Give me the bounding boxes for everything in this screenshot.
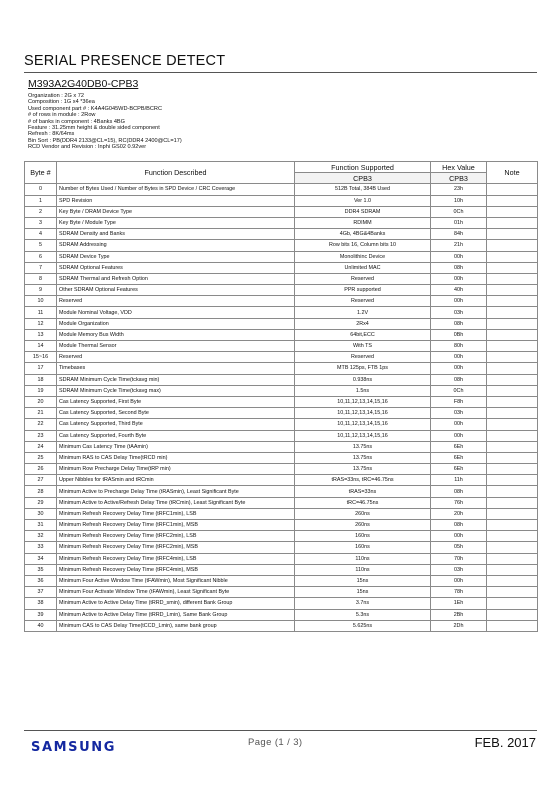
byte-cell: 1 xyxy=(25,195,57,206)
note-cell xyxy=(487,486,538,497)
description-cell: Minimum Refresh Recovery Delay Time (tRFC1min), LSB xyxy=(57,508,295,519)
description-cell: Cas Latency Supported, Second Byte xyxy=(57,408,295,419)
hex-cell: 08h xyxy=(431,262,487,273)
supported-cell: 64bit,ECC xyxy=(295,329,431,340)
byte-cell: 5 xyxy=(25,240,57,251)
note-cell xyxy=(487,229,538,240)
note-cell xyxy=(487,430,538,441)
byte-cell: 11 xyxy=(25,307,57,318)
description-cell: Cas Latency Supported, First Byte xyxy=(57,396,295,407)
description-cell: SDRAM Minimum Cycle Time(tckavg max) xyxy=(57,385,295,396)
byte-cell: 13 xyxy=(25,329,57,340)
hex-cell: 00h xyxy=(431,430,487,441)
info-line: Organization : 2G x 72 xyxy=(28,93,84,99)
byte-cell: 12 xyxy=(25,318,57,329)
hex-cell: 0Bh xyxy=(431,329,487,340)
byte-cell: 37 xyxy=(25,587,57,598)
hex-cell: 03h xyxy=(431,307,487,318)
hex-cell: 00h xyxy=(431,531,487,542)
table-row xyxy=(25,508,538,519)
hex-cell: 80h xyxy=(431,341,487,352)
table-row xyxy=(25,620,538,631)
hex-cell: 6Eh xyxy=(431,452,487,463)
note-cell xyxy=(487,497,538,508)
description-cell: Minimum Refresh Recovery Delay Time (tRFC1min), MSB xyxy=(57,520,295,531)
subheader-supported-cpb3: CPB3 xyxy=(295,173,431,184)
description-cell: Timebases xyxy=(57,363,295,374)
byte-cell: 39 xyxy=(25,609,57,620)
byte-cell: 31 xyxy=(25,520,57,531)
note-cell xyxy=(487,195,538,206)
table-row xyxy=(25,475,538,486)
table-row xyxy=(25,520,538,531)
byte-cell: 22 xyxy=(25,419,57,430)
byte-cell: 19 xyxy=(25,385,57,396)
table-row xyxy=(25,318,538,329)
note-cell xyxy=(487,475,538,486)
supported-cell: 13.75ns xyxy=(295,441,431,452)
table-row xyxy=(25,430,538,441)
description-cell: Minimum Active to Precharge Delay Time (tRASmin), Least Significant Byte xyxy=(57,486,295,497)
supported-cell: MTB 125ps, FTB 1ps xyxy=(295,363,431,374)
hex-cell: 6Eh xyxy=(431,464,487,475)
hex-cell: 00h xyxy=(431,251,487,262)
table-row xyxy=(25,564,538,575)
byte-cell: 23 xyxy=(25,430,57,441)
header-byte: Byte # xyxy=(25,162,57,184)
hex-cell: 00h xyxy=(431,575,487,586)
description-cell: SDRAM Device Type xyxy=(57,251,295,262)
info-line: Used component part # : K4A4G045WD-BCPB/BCRC xyxy=(28,105,162,112)
info-line: # of banks in component : 4Banks 4BG xyxy=(28,118,126,125)
note-cell xyxy=(487,564,538,575)
description-cell: Minimum Refresh Recovery Delay Time (tRFC2min), LSB xyxy=(57,531,295,542)
header-function-described: Function Described xyxy=(57,162,295,184)
hex-cell: 03h xyxy=(431,408,487,419)
hex-cell: 11h xyxy=(431,475,487,486)
byte-cell: 27 xyxy=(25,475,57,486)
part-number: M393A2G40DB0-CPB3 xyxy=(28,78,139,90)
supported-cell: 1.5ns xyxy=(295,385,431,396)
module-info-list xyxy=(28,93,182,151)
table-row xyxy=(25,341,538,352)
supported-cell: 3.7ns xyxy=(295,598,431,609)
supported-cell: Monolithinc Device xyxy=(295,251,431,262)
note-cell xyxy=(487,553,538,564)
note-cell xyxy=(487,374,538,385)
description-cell: Module Nominal Voltage, VDD xyxy=(57,307,295,318)
hex-cell: 00h xyxy=(431,273,487,284)
byte-cell: 40 xyxy=(25,620,57,631)
hex-cell: 08h xyxy=(431,520,487,531)
hex-cell: 2Dh xyxy=(431,620,487,631)
byte-cell: 32 xyxy=(25,531,57,542)
table-row xyxy=(25,609,538,620)
description-cell: Minimum Four Activate Window Time (tFAWmin), Least Significant Byte xyxy=(57,587,295,598)
supported-cell: tRC=46.75ns xyxy=(295,497,431,508)
supported-cell: tRAS=33ns xyxy=(295,486,431,497)
byte-cell: 17 xyxy=(25,363,57,374)
table-row xyxy=(25,206,538,217)
byte-cell: 34 xyxy=(25,553,57,564)
note-cell xyxy=(487,609,538,620)
table-row xyxy=(25,262,538,273)
samsung-logo: SAMSUNG xyxy=(31,740,117,755)
supported-cell: Ver 1.0 xyxy=(295,195,431,206)
note-cell xyxy=(487,464,538,475)
hex-cell: 76h xyxy=(431,497,487,508)
supported-cell: Reserved xyxy=(295,296,431,307)
description-cell: Minimum CAS to CAS Delay Time(tCCD_Lmin), same bank group xyxy=(57,620,295,631)
spd-table xyxy=(24,161,538,632)
description-cell: Minimum Refresh Recovery Delay Time (tRFC4min), MSB xyxy=(57,564,295,575)
description-cell: SDRAM Minimum Cycle Time(tckavg min) xyxy=(57,374,295,385)
hex-cell: 00h xyxy=(431,419,487,430)
note-cell xyxy=(487,184,538,195)
info-line: Composition : 1G x4 *36ea xyxy=(28,99,95,106)
note-cell xyxy=(487,441,538,452)
byte-cell: 0 xyxy=(25,184,57,195)
supported-cell: 10,11,12,13,14,15,16 xyxy=(295,419,431,430)
table-row xyxy=(25,598,538,609)
hex-cell: F8h xyxy=(431,396,487,407)
supported-cell: 13.75ns xyxy=(295,464,431,475)
supported-cell: 512B Total, 384B Used xyxy=(295,184,431,195)
byte-cell: 20 xyxy=(25,396,57,407)
supported-cell: 2Rx4 xyxy=(295,318,431,329)
byte-cell: 3 xyxy=(25,217,57,228)
supported-cell: 15ns xyxy=(295,587,431,598)
byte-cell: 26 xyxy=(25,464,57,475)
byte-cell: 36 xyxy=(25,575,57,586)
table-row xyxy=(25,441,538,452)
description-cell: Other SDRAM Optional Features xyxy=(57,285,295,296)
description-cell: Minimum Active to Active/Refresh Delay Time (tRCmin), Least Significant Byte xyxy=(57,497,295,508)
hex-cell: 78h xyxy=(431,587,487,598)
description-cell: Module Organization xyxy=(57,318,295,329)
description-cell: Minimum Row Precharge Delay Time(tRP min) xyxy=(57,464,295,475)
info-line: Refresh : 8K/64ms xyxy=(28,131,75,138)
note-cell xyxy=(487,520,538,531)
description-cell: Reserved xyxy=(57,352,295,363)
page-title: SERIAL PRESENCE DETECT xyxy=(24,53,226,69)
supported-cell: tRAS=33ns, tRC=46.75ns xyxy=(295,475,431,486)
supported-cell: With TS xyxy=(295,341,431,352)
note-cell xyxy=(487,598,538,609)
supported-cell: 15ns xyxy=(295,575,431,586)
description-cell: Key Byte / DRAM Device Type xyxy=(57,206,295,217)
supported-cell: 5.3ns xyxy=(295,609,431,620)
hex-cell: 08h xyxy=(431,318,487,329)
table-row xyxy=(25,419,538,430)
supported-cell: 4Gb, 4BG&4Banks xyxy=(295,229,431,240)
supported-cell: 10,11,12,13,14,15,16 xyxy=(295,408,431,419)
hex-cell: 01h xyxy=(431,217,487,228)
supported-cell: Reserved xyxy=(295,273,431,284)
note-cell xyxy=(487,307,538,318)
note-cell xyxy=(487,575,538,586)
byte-cell: 7 xyxy=(25,262,57,273)
description-cell: Minimum Active to Active Delay Time (tRRD_smin), different Bank Group xyxy=(57,598,295,609)
note-cell xyxy=(487,452,538,463)
description-cell: Minimum RAS to CAS Delay Time(tRCD min) xyxy=(57,452,295,463)
page-number: Page (1 / 3) xyxy=(248,737,303,748)
note-cell xyxy=(487,385,538,396)
byte-cell: 28 xyxy=(25,486,57,497)
footer-divider xyxy=(24,730,537,731)
note-cell xyxy=(487,296,538,307)
supported-cell: 110ns xyxy=(295,553,431,564)
table-row xyxy=(25,285,538,296)
table-row xyxy=(25,329,538,340)
table-row xyxy=(25,195,538,206)
byte-cell: 29 xyxy=(25,497,57,508)
note-cell xyxy=(487,273,538,284)
title-divider xyxy=(24,72,537,73)
supported-cell: PPR supported xyxy=(295,285,431,296)
table-row xyxy=(25,229,538,240)
table-row xyxy=(25,587,538,598)
supported-cell: 1.2V xyxy=(295,307,431,318)
note-cell xyxy=(487,318,538,329)
byte-cell: 6 xyxy=(25,251,57,262)
note-cell xyxy=(487,419,538,430)
description-cell: Module Memory Bus Width xyxy=(57,329,295,340)
description-cell: SDRAM Addressing xyxy=(57,240,295,251)
byte-cell: 14 xyxy=(25,341,57,352)
hex-cell: 00h xyxy=(431,352,487,363)
description-cell: Number of Bytes Used / Number of Bytes in SPD Device / CRC Coverage xyxy=(57,184,295,195)
note-cell xyxy=(487,262,538,273)
hex-cell: 00h xyxy=(431,363,487,374)
supported-cell: Reserved xyxy=(295,352,431,363)
note-cell xyxy=(487,240,538,251)
note-cell xyxy=(487,408,538,419)
table-row xyxy=(25,408,538,419)
table-row xyxy=(25,497,538,508)
hex-cell: 00h xyxy=(431,296,487,307)
note-cell xyxy=(487,620,538,631)
hex-cell: 23h xyxy=(431,184,487,195)
note-cell xyxy=(487,542,538,553)
description-cell: Key Byte / Module Type xyxy=(57,217,295,228)
table-row xyxy=(25,486,538,497)
hex-cell: 21h xyxy=(431,240,487,251)
hex-cell: 20h xyxy=(431,508,487,519)
description-cell: Upper Nibbles for tRASmin and tRCmin xyxy=(57,475,295,486)
description-cell: Minimum Four Active Window Time (tFAWmin), Most Significant Nibble xyxy=(57,575,295,586)
hex-cell: 1Eh xyxy=(431,598,487,609)
supported-cell: 260ns xyxy=(295,520,431,531)
header-note: Note xyxy=(487,162,538,184)
supported-cell: 160ns xyxy=(295,531,431,542)
table-row xyxy=(25,251,538,262)
note-cell xyxy=(487,217,538,228)
table-row xyxy=(25,553,538,564)
table-row xyxy=(25,307,538,318)
byte-cell: 24 xyxy=(25,441,57,452)
description-cell: Minimum Cas Latency Time (tAAmin) xyxy=(57,441,295,452)
note-cell xyxy=(487,285,538,296)
byte-cell: 18 xyxy=(25,374,57,385)
hex-cell: 0Ch xyxy=(431,385,487,396)
hex-cell: 6Eh xyxy=(431,441,487,452)
byte-cell: 2 xyxy=(25,206,57,217)
hex-cell: 70h xyxy=(431,553,487,564)
table-row xyxy=(25,396,538,407)
hex-cell: 0Ch xyxy=(431,206,487,217)
info-line: Bin Sort : PB(DDR4 2133@CL=15), RC(DDR4 2400@CL=17) xyxy=(28,137,182,144)
byte-cell: 33 xyxy=(25,542,57,553)
table-row xyxy=(25,363,538,374)
byte-cell: 35 xyxy=(25,564,57,575)
table-row xyxy=(25,184,538,195)
note-cell xyxy=(487,206,538,217)
description-cell: Reserved xyxy=(57,296,295,307)
description-cell: Cas Latency Supported, Third Byte xyxy=(57,419,295,430)
byte-cell: 15~16 xyxy=(25,352,57,363)
header-function-supported: Function Supported xyxy=(295,162,431,173)
info-line: # of rows in module : 2Row xyxy=(28,112,96,119)
supported-cell: 0.938ns xyxy=(295,374,431,385)
table-row xyxy=(25,575,538,586)
table-row xyxy=(25,385,538,396)
spd-table-body xyxy=(25,184,538,632)
description-cell: Cas Latency Supported, Fourth Byte xyxy=(57,430,295,441)
table-row xyxy=(25,374,538,385)
note-cell xyxy=(487,508,538,519)
description-cell: Minimum Refresh Recovery Delay Time (tRFC2min), MSB xyxy=(57,542,295,553)
note-cell xyxy=(487,396,538,407)
supported-cell: RDIMM xyxy=(295,217,431,228)
supported-cell: 260ns xyxy=(295,508,431,519)
supported-cell: 10,11,12,13,14,15,16 xyxy=(295,430,431,441)
byte-cell: 10 xyxy=(25,296,57,307)
table-row xyxy=(25,542,538,553)
hex-cell: 08h xyxy=(431,486,487,497)
table-row xyxy=(25,452,538,463)
table-row xyxy=(25,240,538,251)
table-row xyxy=(25,296,538,307)
description-cell: Module Thermal Sensor xyxy=(57,341,295,352)
hex-cell: 2Bh xyxy=(431,609,487,620)
note-cell xyxy=(487,251,538,262)
byte-cell: 38 xyxy=(25,598,57,609)
supported-cell: 13.75ns xyxy=(295,452,431,463)
table-row xyxy=(25,531,538,542)
supported-cell: 110ns xyxy=(295,564,431,575)
byte-cell: 25 xyxy=(25,452,57,463)
table-row xyxy=(25,352,538,363)
hex-cell: 40h xyxy=(431,285,487,296)
document-date: FEB. 2017 xyxy=(474,735,536,750)
note-cell xyxy=(487,531,538,542)
note-cell xyxy=(487,352,538,363)
byte-cell: 4 xyxy=(25,229,57,240)
subheader-hex-cpb3: CPB3 xyxy=(431,173,487,184)
table-row xyxy=(25,217,538,228)
hex-cell: 84h xyxy=(431,229,487,240)
supported-cell: DDR4 SDRAM xyxy=(295,206,431,217)
description-cell: SDRAM Density and Banks xyxy=(57,229,295,240)
info-line: RCD Vendor and Revision : Inphi GS02 0.92ver xyxy=(28,144,147,151)
note-cell xyxy=(487,341,538,352)
description-cell: SPD Revision xyxy=(57,195,295,206)
hex-cell: 10h xyxy=(431,195,487,206)
table-row xyxy=(25,464,538,475)
description-cell: Minimum Refresh Recovery Delay Time (tRFC4min), LSB xyxy=(57,553,295,564)
description-cell: Minimum Active to Active Delay Time (tRRD_Lmin), Same Bank Group xyxy=(57,609,295,620)
description-cell: SDRAM Optional Features xyxy=(57,262,295,273)
info-line: Feature : 31.25mm height & double sided component xyxy=(28,125,160,132)
supported-cell: 10,11,12,13,14,15,16 xyxy=(295,396,431,407)
byte-cell: 8 xyxy=(25,273,57,284)
hex-cell: 08h xyxy=(431,374,487,385)
byte-cell: 30 xyxy=(25,508,57,519)
note-cell xyxy=(487,363,538,374)
description-cell: SDRAM Thermal and Refresh Option xyxy=(57,273,295,284)
note-cell xyxy=(487,587,538,598)
supported-cell: 5.625ns xyxy=(295,620,431,631)
note-cell xyxy=(487,329,538,340)
byte-cell: 9 xyxy=(25,285,57,296)
hex-cell: 03h xyxy=(431,564,487,575)
supported-cell: 160ns xyxy=(295,542,431,553)
supported-cell: Unlimited MAC xyxy=(295,262,431,273)
table-row xyxy=(25,273,538,284)
byte-cell: 21 xyxy=(25,408,57,419)
supported-cell: Row bits 16, Column bits 10 xyxy=(295,240,431,251)
header-hex-value: Hex Value xyxy=(431,162,487,173)
hex-cell: 05h xyxy=(431,542,487,553)
